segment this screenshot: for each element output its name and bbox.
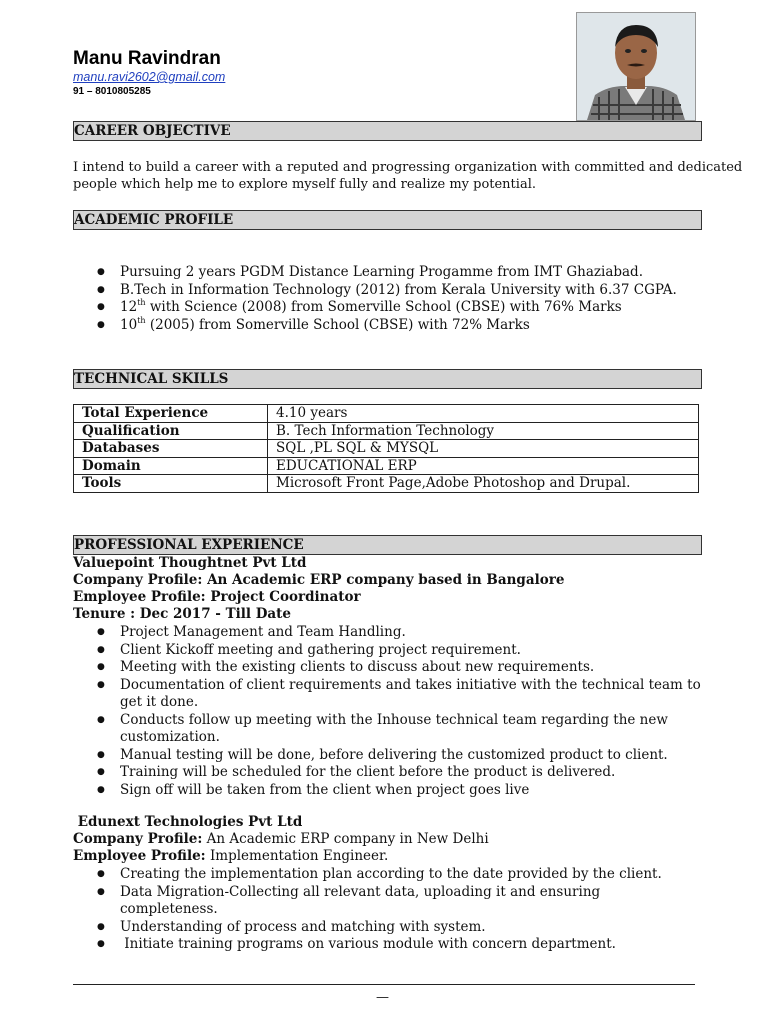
skill-value: EDUCATIONAL ERP	[268, 457, 699, 475]
list-item: ● Manual testing will be done, before delivering the customized product to client.	[73, 747, 713, 765]
list-item: ● Sign off will be taken from the client when project goes live	[73, 782, 713, 800]
email-link[interactable]: manu.ravi2602@gmail.com	[73, 70, 226, 84]
skill-key: Qualification	[74, 422, 268, 440]
skill-value: SQL ,PL SQL & MYSQL	[268, 440, 699, 458]
skill-value: Microsoft Front Page,Adobe Photoshop and Drupal.	[268, 475, 699, 493]
list-item: ● Documentation of client requirements and takes initiative with the technical team to get it done.	[73, 677, 713, 712]
list-item: ● Understanding of process and matching with system.	[73, 919, 713, 937]
table-row	[74, 457, 699, 475]
phone-number: 91 – 8010805285	[73, 86, 151, 97]
section-academic-profile: ACADEMIC PROFILE	[73, 210, 702, 230]
table-row	[74, 440, 699, 458]
section-technical-skills: TECHNICAL SKILLS	[73, 369, 702, 389]
list-item: ● Initiate training programs on various module with concern department.	[73, 936, 713, 954]
section-career-objective: CAREER OBJECTIVE	[73, 121, 702, 141]
list-item: ● Data Migration-Collecting all relevant data, uploading it and ensuring completeness.	[73, 884, 713, 919]
list-item: ● Client Kickoff meeting and gathering project requirement.	[73, 642, 713, 660]
profile-photo	[576, 12, 696, 121]
academic-item: ● Pursuing 2 years PGDM Distance Learning Progamme from IMT Ghaziabad.	[73, 264, 713, 282]
job1-employee-profile: Employee Profile: Project Coordinator	[73, 589, 361, 605]
job1-duties	[73, 624, 713, 799]
section-professional-experience: PROFESSIONAL EXPERIENCE	[73, 535, 702, 555]
list-item: ● Creating the implementation plan according to the date provided by the client.	[73, 866, 713, 884]
footer-divider	[73, 984, 695, 985]
skill-key: Databases	[74, 440, 268, 458]
table-row	[74, 475, 699, 493]
career-line-2: people which help me to explore myself fully and realize my potential.	[73, 177, 536, 192]
list-item: ● Conducts follow up meeting with the Inhouse technical team regarding the new customization.	[73, 712, 713, 747]
skill-key: Tools	[74, 475, 268, 493]
job1-company-profile: Company Profile: An Academic ERP company based in Bangalore	[73, 572, 565, 588]
footer-dash: —	[376, 990, 389, 1005]
skill-key: Total Experience	[74, 405, 268, 423]
table-row	[74, 405, 699, 423]
skills-table	[73, 404, 699, 493]
job2-duties	[73, 866, 713, 954]
skill-key: Domain	[74, 457, 268, 475]
job1-tenure: Tenure : Dec 2017 - Till Date	[73, 606, 292, 622]
academic-list	[73, 264, 713, 334]
job2-company-profile: Company Profile: An Academic ERP company in New Delhi	[73, 831, 489, 847]
list-item: ● Project Management and Team Handling.	[73, 624, 713, 642]
skill-value: 4.10 years	[268, 405, 699, 423]
skill-value: B. Tech Information Technology	[268, 422, 699, 440]
candidate-name: Manu Ravindran	[73, 48, 221, 69]
job2-company: Edunext Technologies Pvt Ltd	[73, 814, 303, 830]
academic-item: ● B.Tech in Information Technology (2012) from Kerala University with 6.37 CGPA.	[73, 282, 713, 300]
list-item: ● Training will be scheduled for the client before the product is delivered.	[73, 764, 713, 782]
list-item: ● Meeting with the existing clients to discuss about new requirements.	[73, 659, 713, 677]
job2-employee-profile: Employee Profile: Implementation Engineer.	[73, 848, 389, 864]
academic-item: ● 10th (2005) from Somerville School (CBSE) with 72% Marks	[73, 317, 713, 335]
career-line-1: I intend to build a career with a reputed and progressing organization with committed and dedicated	[73, 160, 743, 175]
job1-company: Valuepoint Thoughtnet Pvt Ltd	[73, 555, 307, 571]
table-row	[74, 422, 699, 440]
academic-item: ● 12th with Science (2008) from Somerville School (CBSE) with 76% Marks	[73, 299, 713, 317]
